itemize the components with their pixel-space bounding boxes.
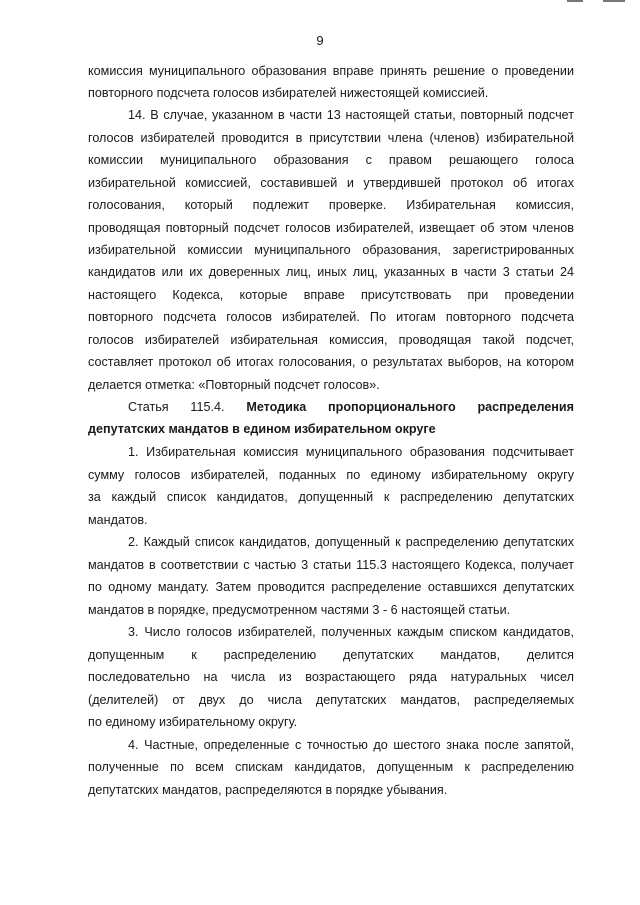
text-line: повторного подсчета голосов избирателей. По итогам повторного подсчета: [88, 310, 574, 324]
text-line: составляет протокол об итогах голосования, о результатах выборов, на котором: [88, 355, 574, 369]
text-line: за каждый список кандидатов, допущенный к распределению депутатских: [88, 490, 574, 504]
text-line: 3. Число голосов избирателей, полученных каждым списком кандидатов,: [128, 625, 574, 639]
text-line: (делителей) от двух до числа депутатских мандатов, распределяемых: [88, 693, 574, 707]
text-line: голосов избирателей избирательная комиссия, проводящая такой подсчет,: [88, 333, 574, 347]
text-line: 1. Избирательная комиссия муниципального образования подсчитывает: [128, 445, 574, 459]
text-line: избирательной комиссией, составившей и утвердившей протокол об итогах: [88, 176, 574, 190]
text-line: депутатских мандатов в едином избирательном округе: [88, 422, 436, 436]
text-line: мандатов в порядке, предусмотренном частями 3 - 6 настоящей статьи.: [88, 603, 511, 617]
heading-word: Статья: [128, 400, 169, 414]
text-line: кандидатов или их доверенных лиц, иных лиц, указанных в части 3 статьи 24: [88, 265, 574, 279]
text-line: настоящего Кодекса, которые вправе присутствовать при проведении: [88, 288, 574, 302]
text-line: по одному мандату. Затем проводится распределение оставшихся депутатских: [88, 580, 574, 594]
text-line: допущенным к распределению депутатских мандатов, делится: [88, 648, 574, 662]
text-line: проводящая повторный подсчет голосов избирателей, извещает об этом членов: [88, 221, 574, 235]
text-line: мандатов в соответствии с частью 3 статьи 115.3 настоящего Кодекса, получает: [88, 558, 574, 572]
text-line: по единому избирательному округу.: [88, 715, 298, 729]
heading-word: Методика: [246, 400, 307, 414]
text-line: последовательно на числа из возрастающего ряда натуральных чисел: [88, 670, 574, 684]
article-heading-line: [128, 399, 574, 415]
text-line: 14. В случае, указанном в части 13 настоящей статьи, повторный подсчет: [128, 108, 574, 122]
text-line: 4. Частные, определенные с точностью до шестого знака после запятой,: [128, 738, 574, 752]
text-line: голосов избирателей проводится в присутствии члена (членов) избирательной: [88, 131, 574, 145]
text-line: повторного подсчета голосов избирателей нижестоящей комиссией.: [88, 86, 489, 100]
heading-word: пропорционального: [328, 400, 456, 414]
heading-word: 115.4.: [190, 400, 225, 414]
scan-edge-mark: [603, 0, 625, 2]
text-line: мандатов.: [88, 513, 148, 527]
text-line: делается отметка: «Повторный подсчет голосов».: [88, 378, 380, 392]
text-line: избирательной комиссии муниципального образования, зарегистрированных: [88, 243, 574, 257]
text-line: комиссия муниципального образования вправе принять решение о проведении: [88, 64, 574, 78]
text-line: депутатских мандатов, распределяются в порядке убывания.: [88, 783, 448, 797]
text-line: голосования, который подлежит проверке. Избирательная комиссия,: [88, 198, 574, 212]
scan-edge-mark: [567, 0, 583, 2]
text-line: комиссии муниципального образования с правом решающего голоса: [88, 153, 574, 167]
text-line: 2. Каждый список кандидатов, допущенный к распределению депутатских: [128, 535, 574, 549]
text-line: полученные по всем спискам кандидатов, допущенным к распределению: [88, 760, 574, 774]
text-line: сумму голосов избирателей, поданных по единому избирательному округу: [88, 468, 574, 482]
heading-word: распределения: [477, 400, 574, 414]
page-number: 9: [316, 33, 324, 48]
